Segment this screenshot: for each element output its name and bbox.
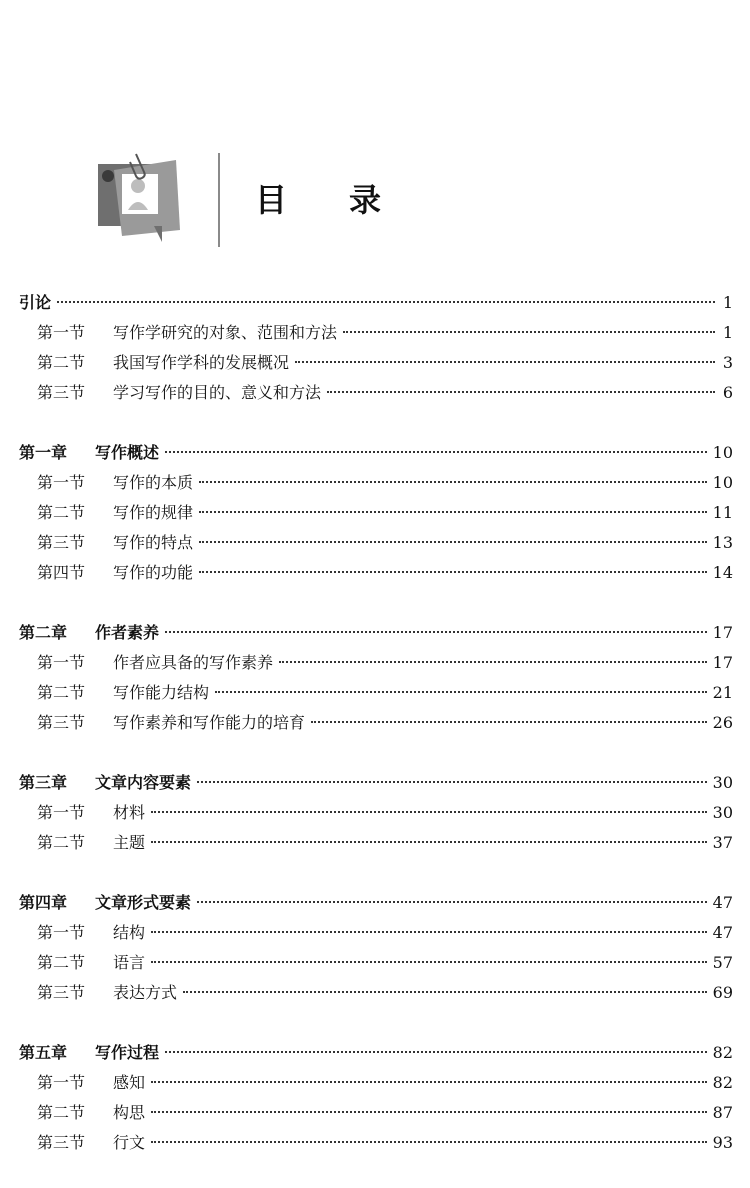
entry-page: 11 [712,503,733,522]
entry-title: 写作学研究的对象、范围和方法 [113,323,338,342]
title-char-2: 录 [349,181,382,219]
dot-leader [151,961,707,963]
entry-page: 17 [712,623,733,642]
toc-entry-section[interactable] [19,378,733,408]
toc-entry-section[interactable] [19,1068,733,1098]
entry-page: 21 [712,683,733,702]
dot-leader [199,511,707,513]
toc-entry-intro[interactable] [19,288,733,318]
entry-page: 82 [712,1073,733,1092]
entry-number: 第一节 [37,1073,86,1092]
entry-page: 1 [722,323,733,342]
entry-number: 第三节 [37,713,86,732]
toc-entry-section[interactable] [19,798,733,828]
entry-title: 我国写作学科的发展概况 [113,353,290,372]
dot-leader [199,541,707,543]
entry-page: 14 [712,563,733,582]
entry-title: 文章内容要素 [95,773,192,792]
toc-entry-chapter[interactable] [19,618,733,648]
toc-group-chapter [19,618,733,738]
entry-number: 第二节 [37,1103,86,1122]
entry-page: 6 [722,383,733,402]
dot-leader [151,931,707,933]
entry-title: 写作过程 [95,1043,160,1062]
toc-entry-section[interactable] [19,828,733,858]
entry-number: 第三章 [19,773,68,792]
entry-title: 写作的规律 [113,503,194,522]
toc-entry-section[interactable] [19,978,733,1008]
entry-number: 第二节 [37,833,86,852]
entry-page: 93 [712,1133,733,1152]
entry-number: 第二节 [37,353,86,372]
entry-title: 学习写作的目的、意义和方法 [113,383,322,402]
entry-number: 第二章 [19,623,68,642]
dot-leader [197,781,707,783]
entry-page: 57 [712,953,733,972]
entry-page: 47 [712,923,733,942]
entry-title: 语言 [113,953,146,972]
dot-leader [327,391,715,393]
entry-label: 引论 [19,293,52,312]
toc-entry-section[interactable] [19,678,733,708]
toc-entry-section[interactable] [19,648,733,678]
entry-title: 结构 [113,923,146,942]
toc-group-intro [19,288,733,408]
dot-leader [199,571,707,573]
entry-page: 10 [712,473,733,492]
dot-leader [279,661,707,663]
page-title [255,175,381,221]
entry-page: 13 [712,533,733,552]
entry-title: 表达方式 [113,983,178,1002]
dot-leader [197,901,707,903]
entry-page: 69 [712,983,733,1002]
toc-entry-section[interactable] [19,468,733,498]
entry-title: 写作的本质 [113,473,194,492]
entry-title: 写作的特点 [113,533,194,552]
entry-number: 第三节 [37,533,86,552]
dot-leader [165,451,707,453]
entry-page: 87 [712,1103,733,1122]
toc-entry-section[interactable] [19,918,733,948]
toc-entry-chapter[interactable] [19,888,733,918]
entry-page: 26 [712,713,733,732]
entry-page: 3 [722,353,733,372]
entry-number: 第四节 [37,563,86,582]
dot-leader [151,811,707,813]
entry-title: 感知 [113,1073,146,1092]
toc-group-chapter [19,438,733,588]
toc-entry-chapter[interactable] [19,768,733,798]
dot-leader [183,991,707,993]
dot-leader [295,361,715,363]
dot-leader [199,481,707,483]
entry-page: 1 [722,293,733,312]
dot-leader [151,841,707,843]
entry-title: 行文 [113,1133,146,1152]
toc-entry-section[interactable] [19,1128,733,1158]
toc-entry-section[interactable] [19,528,733,558]
entry-number: 第三节 [37,983,86,1002]
dot-leader [151,1141,707,1143]
toc-entry-section[interactable] [19,348,733,378]
entry-title: 材料 [113,803,146,822]
entry-title: 作者应具备的写作素养 [113,653,274,672]
toc-entry-section[interactable] [19,558,733,588]
entry-number: 第二节 [37,953,86,972]
entry-number: 第一节 [37,803,86,822]
toc-entry-chapter[interactable] [19,1038,733,1068]
entry-number: 第一节 [37,323,86,342]
entry-number: 第一节 [37,923,86,942]
dot-leader [165,1051,707,1053]
entry-title: 写作素养和写作能力的培育 [113,713,306,732]
entry-number: 第一节 [37,473,86,492]
entry-number: 第一章 [19,443,68,462]
entry-title: 写作能力结构 [113,683,210,702]
table-of-contents [19,288,733,1188]
entry-title: 主题 [113,833,146,852]
toc-entry-section[interactable] [19,1098,733,1128]
entry-page: 30 [712,803,733,822]
dot-leader [215,691,707,693]
toc-group-chapter [19,768,733,858]
entry-number: 第一节 [37,653,86,672]
entry-page: 82 [712,1043,733,1062]
entry-page: 37 [712,833,733,852]
toc-header [0,0,750,260]
toc-group-chapter [19,1038,733,1158]
entry-page: 30 [712,773,733,792]
entry-title: 写作的功能 [113,563,194,582]
entry-title: 构思 [113,1103,146,1122]
dot-leader [165,631,707,633]
entry-title: 写作概述 [95,443,160,462]
entry-number: 第五章 [19,1043,68,1062]
dot-leader [343,331,715,333]
entry-number: 第三节 [37,1133,86,1152]
dot-leader [57,301,715,303]
notebook-paperclip-icon [92,150,188,246]
entry-number: 第四章 [19,893,68,912]
toc-entry-section[interactable] [19,498,733,528]
entry-page: 17 [712,653,733,672]
entry-number: 第三节 [37,383,86,402]
entry-page: 10 [712,443,733,462]
dot-leader [311,721,707,723]
header-divider [218,153,220,247]
toc-entry-section[interactable] [19,948,733,978]
entry-number: 第二节 [37,683,86,702]
toc-group-chapter [19,888,733,1008]
toc-entry-section[interactable] [19,318,733,348]
entry-page: 47 [712,893,733,912]
entry-title: 作者素养 [95,623,160,642]
entry-title: 文章形式要素 [95,893,192,912]
toc-entry-chapter[interactable] [19,438,733,468]
dot-leader [151,1111,707,1113]
dot-leader [151,1081,707,1083]
entry-number: 第二节 [37,503,86,522]
title-char-1: 目 [255,181,288,219]
toc-entry-section[interactable] [19,708,733,738]
